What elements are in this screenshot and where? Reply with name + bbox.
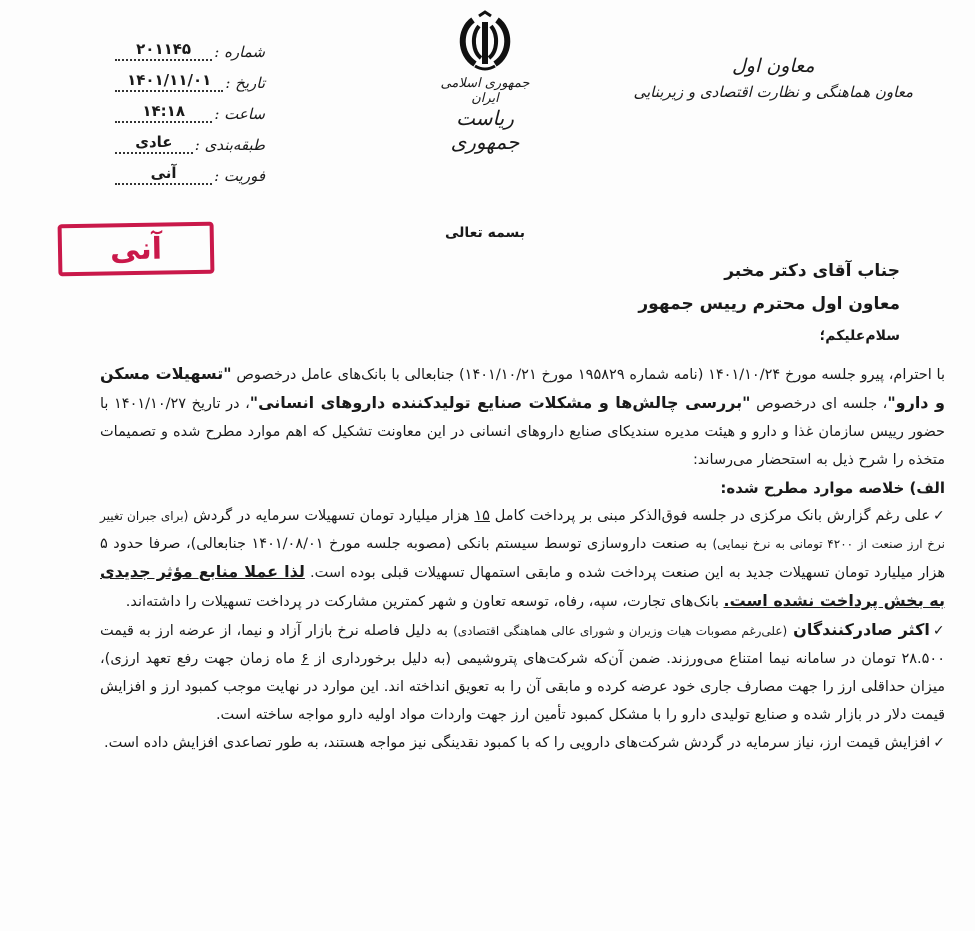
urgent-stamp [58,222,215,277]
addressee-name: جناب آقای دکتر مخبر [724,261,900,281]
meta-label: شماره : [214,43,265,61]
intro-paragraph [100,360,945,474]
bullet-item [100,502,945,616]
addressee [638,255,900,351]
meta-classification [115,123,265,154]
intro-text: ، جلسه ای درخصوص [750,396,888,412]
emblem-presidency: ریاست جمهوری [450,106,520,154]
intro-subject-2: "بررسی چالش‌ها و مشکلات صنایع تولیدکننده داروهای انسانی" [249,393,751,412]
bullet-item [100,729,945,757]
bullet-text: بانک‌های تجارت، سپه، رفاه، توسعه تعاون و شهر کمترین مشارکت در پرداخت تسهیلات را داشته‌اند. [125,594,724,610]
meta-urgency [115,154,265,185]
letterhead-emblem [430,10,540,154]
meta-value: عادی [115,133,193,154]
bullet-underlined: ۱۵ [474,508,490,524]
bullet-text: ماه زمان جهت رفع تعهد ارزی)، میزان حداقلی ارز را جهت مصارف جاری خود عرضه کرده و مابقی آن را به تعویق انداخته اند. این موارد در نهایت موجب کمبود ارز و افزایش قیمت دلار در بازار شده و صنایع تولیدی دارو را با مشکل کمبود تأمین ارز جهت واردات مواد اولیه دارو مواجه ساخته است. [100,651,945,723]
meta-value: ۱۴۰۱/۱۱/۰۱ [115,71,223,92]
bullet-text: به صنعت داروسازی توسط سیستم بانکی (مصوبه جلسه مورخ ۱۴۰۱/۰۸/۰۱ جنابعالی)، صرفا حدود ۵ هزار میلیارد تومان تسهیلات جدید به این صنعت پرداخت شده و مابقی استمهال تسهیلات قبلی بوده است. [100,536,946,581]
addressee-title: معاون اول محترم رییس جمهور [638,294,900,314]
section-a-heading: الف) خلاصه موارد مطرح شده: [720,479,945,497]
check-mark-icon: ✓ [933,735,945,751]
bullet-emphasis: لذا عملا منابع مؤثر جدیدی به بخش پرداخت نشده است. [100,562,945,610]
check-mark-icon: ✓ [933,508,946,524]
salutation: سلام‌علیکم؛ [819,328,900,344]
meta-value: ۱۴:۱۸ [115,102,212,123]
bullet-text: هزار میلیارد تومان تسهیلات سرمایه در گردش [188,508,475,524]
intro-subject-1: "تسهیلات مسکن و دارو" [100,364,945,412]
meta-number [115,30,265,61]
bullet-text: اکثر صادرکنندگان [787,620,930,639]
check-mark-icon: ✓ [932,623,946,639]
meta-label: ساعت : [214,105,265,123]
org-title: معاون اول [731,55,815,77]
meta-label: طبقه‌بندی : [194,136,265,154]
bullet-text: علی رغم گزارش بانک مرکزی در جلسه فوق‌الذکر مبنی بر پرداخت کامل [489,508,931,524]
organization-header [634,55,914,101]
iran-emblem-icon [453,10,517,74]
intro-text: ، در تاریخ ۱۴۰۱/۱۰/۲۷ با حضور رییس سازمان غذا و دارو و هیئت مدیره سندیکای صنایع داروهای انسانی در این معاونت تشکیل که اهم موارد مطرح شده و تصمیمات متخذه را شرح ذیل به استحضار می‌رساند: [100,396,945,468]
meta-date [115,61,265,92]
bullet-note: (برای جبران تغییر نرخ ارز صنعت از ۴۲۰۰ تومانی به نرخ نیمایی) [100,509,945,551]
meta-value: ۲۰۱۱۴۵ [115,40,212,61]
meta-label: فوریت : [214,167,265,185]
meta-value: آنی [115,164,212,185]
letter-metadata [115,30,265,185]
bullet-item [100,616,945,729]
bismillah: بسمه تعالی [444,225,526,241]
bullet-underlined: ۶ [301,651,309,667]
bullet-note: (علی‌رغم مصوبات هیات وزیران و شورای عالی هماهنگی اقتصادی) [453,624,788,638]
intro-text: با احترام، پیرو جلسه مورخ ۱۴۰۱/۱۰/۲۴ (نامه شماره ۱۹۵۸۲۹ مورخ ۱۴۰۱/۱۰/۲۱) جنابعالی با بانک‌های عامل درخصوص [231,367,946,383]
org-subtitle: معاون هماهنگی و نظارت اقتصادی و زیربنایی [633,83,913,101]
meta-label: تاریخ : [225,74,265,92]
bullet-text: به دلیل فاصله نرخ بازار آزاد و نیما، از عرضه ارز به قیمت ۲۸.۵۰۰ تومان در سامانه نیما امتناع می‌ورزند. ضمن آن‌که شرکت‌های پتروشیمی (به دلیل برخورداری از [100,623,945,667]
meta-time [115,92,265,123]
letter-body [100,360,945,757]
emblem-country: جمهوری اسلامی ایران [440,76,530,106]
stamp-text: آنی [109,231,163,267]
bullet-text: افزایش قیمت ارز، نیاز سرمایه در گردش شرکت‌های دارویی را که با کمبود نقدینگی نیز مواجه هستند، به طور تصاعدی افزایش داده است. [104,735,931,751]
